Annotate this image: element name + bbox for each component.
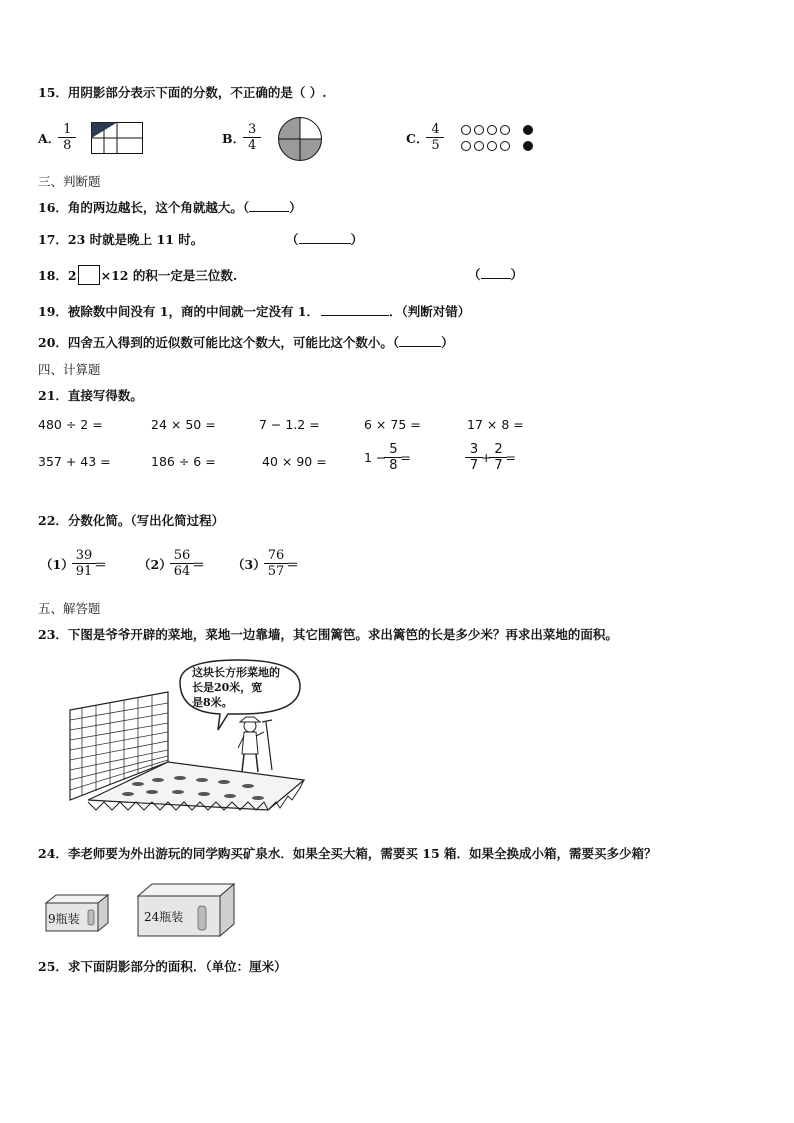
calc-item: 17 × 8 = bbox=[467, 417, 524, 432]
simplify-item-1: （1） $\frac{39}{91}$ ＝ bbox=[40, 548, 107, 579]
section-heading-3: 三、判断题 bbox=[38, 174, 101, 189]
question-25: 25．求下面阴影部分的面积．（单位：厘米） bbox=[38, 959, 287, 974]
calc-item: 7 − 1.2 = bbox=[259, 417, 320, 432]
question-15: 15．用阴影部分表示下面的分数，不正确的是（ ）. bbox=[38, 85, 327, 100]
fraction-four-fifths: $\frac{4}{5}$ bbox=[428, 122, 442, 153]
answer-blank[interactable] bbox=[249, 211, 289, 212]
circles-row-figure bbox=[460, 124, 536, 154]
calc-item: 357 + 43 = bbox=[38, 454, 111, 469]
answer-blank[interactable] bbox=[321, 315, 389, 316]
calc-item-fraction-sum: $\frac{3}{7}$ + $\frac{2}{7}$ = bbox=[467, 442, 516, 473]
question-18: 18． 2 ×12 的积一定是三位数. bbox=[38, 265, 237, 285]
bubble-line-3: 是8米。 bbox=[192, 696, 233, 709]
calc-item: 186 ÷ 6 = bbox=[151, 454, 216, 469]
bubble-line-2: 长是20米，宽 bbox=[192, 681, 263, 694]
fraction-three-quarters: $\frac{3}{4}$ bbox=[245, 122, 259, 153]
answer-blank[interactable] bbox=[399, 346, 441, 347]
simplify-item-3: （3） $\frac{76}{57}$ ＝ bbox=[232, 548, 299, 579]
calc-item: 40 × 90 = bbox=[262, 454, 327, 469]
question-21: 21．直接写得数。 bbox=[38, 388, 143, 403]
calc-item: 6 × 75 = bbox=[364, 417, 421, 432]
option-b: B． $\frac{3}{4}$ bbox=[222, 122, 259, 153]
option-a: A． $\frac{1}{8}$ bbox=[38, 122, 74, 153]
calc-item-fraction: 1 − $\frac{5}{8}$ = bbox=[364, 442, 411, 473]
answer-blank[interactable] bbox=[481, 278, 511, 279]
rectangle-grid-figure bbox=[91, 122, 143, 154]
bubble-line-1: 这块长方形菜地的 bbox=[192, 666, 280, 679]
fraction-one-eighth: $\frac{1}{8}$ bbox=[60, 122, 74, 153]
question-24: 24．李老师要为外出游玩的同学购买矿泉水．如果全买大箱，需要买 15 箱．如果全换成小箱，需要买多少箱？ bbox=[38, 846, 657, 861]
question-19: 19．被除数中间没有 1，商的中间就一定没有 1． ．（判断对错） bbox=[38, 304, 471, 319]
digit-box[interactable] bbox=[78, 265, 100, 285]
simplify-item-2: （2） $\frac{56}{64}$ ＝ bbox=[138, 548, 205, 579]
question-22: 22．分数化简。（写出化简过程） bbox=[38, 513, 225, 528]
circle-quarters-figure bbox=[276, 116, 324, 162]
calc-item: 480 ÷ 2 = bbox=[38, 417, 103, 432]
question-17: 17．23 时就是晚上 11 时。 bbox=[38, 232, 204, 247]
question-23: 23．下图是爷爷开辟的菜地，菜地一边靠墙，其它围篱笆。求出篱笆的长是多少米？再求出菜地的面积。 bbox=[38, 627, 618, 642]
question-18-answer: （ ） bbox=[468, 267, 524, 282]
answer-blank[interactable] bbox=[299, 243, 351, 244]
question-20: 20．四舍五入得到的近似数可能比这个数大，可能比这个数小。（ ） bbox=[38, 335, 454, 350]
calc-item: 24 × 50 = bbox=[151, 417, 216, 432]
section-heading-4: 四、计算题 bbox=[38, 362, 101, 377]
question-17-answer: （ ） bbox=[286, 232, 364, 247]
question-16: 16．角的两边越长，这个角就越大。（ ） bbox=[38, 200, 302, 215]
section-heading-5: 五、解答题 bbox=[38, 601, 101, 616]
vegetable-garden-illustration bbox=[68, 652, 312, 820]
small-box-label: 9瓶装 bbox=[48, 912, 80, 926]
question-15-text: 用阴影部分表示下面的分数，不正确的是（ ）. bbox=[67, 85, 327, 100]
big-box-label: 24瓶装 bbox=[144, 910, 184, 924]
option-c: C． $\frac{4}{5}$ bbox=[406, 122, 442, 153]
